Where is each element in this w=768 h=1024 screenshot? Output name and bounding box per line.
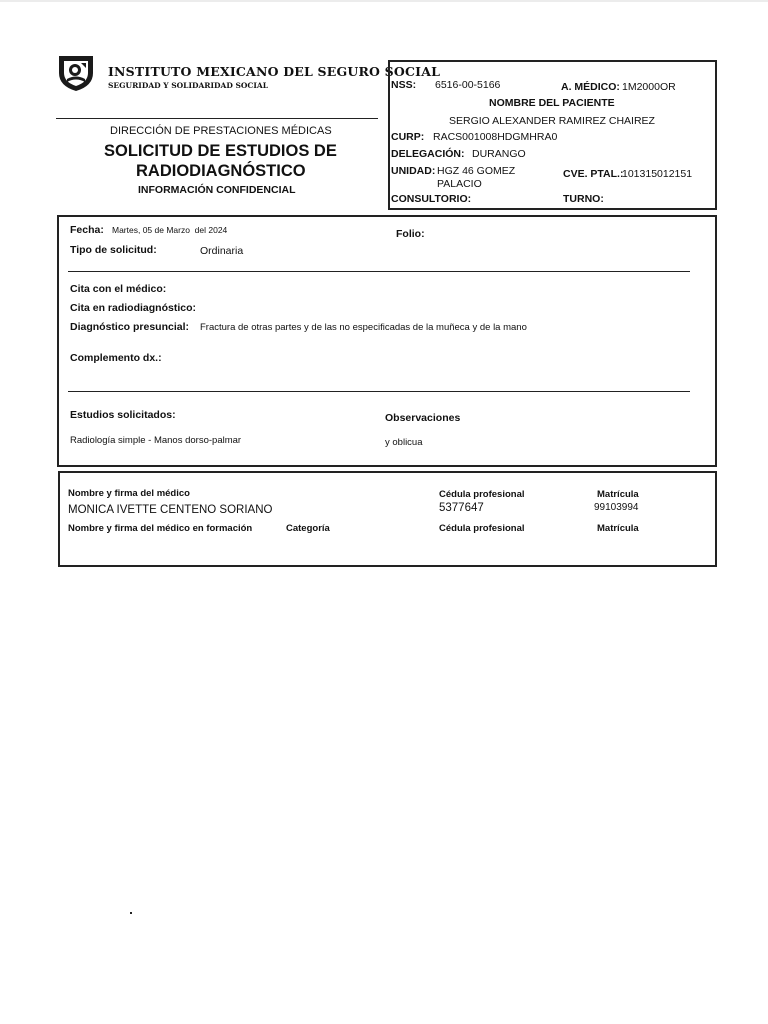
signature-box [58,471,717,567]
form-title-line2: RADIODIAGNÓSTICO [136,162,306,180]
medico-name: MONICA IVETTE CENTENO SORIANO [68,504,273,516]
nss-label: NSS: [391,79,417,91]
patient-name: SERGIO ALEXANDER RAMIREZ CHAIREZ [449,115,655,127]
cedula2-label: Cédula profesional [439,523,525,534]
medico-value: 1M2000OR [622,81,676,93]
curp-value: RACS001008HDGMHRA0 [433,131,558,143]
cve-label: CVE. PTAL.: [563,168,624,180]
header-divider [56,118,378,119]
estudios-value: Radiología simple - Manos dorso-palmar [70,435,242,446]
direction-label: DIRECCIÓN DE PRESTACIONES MÉDICAS [110,125,332,137]
delegacion-value: DURANGO [472,148,526,160]
curp-label: CURP: [391,131,425,143]
fecha-value: Martes, 05 de Marzo del 2024 [112,225,228,235]
org-subtitle: SEGURIDAD Y SOLIDARIDAD SOCIAL [108,81,268,90]
diagnostico-label: Diagnóstico presuncial: [70,321,190,333]
confidential-label: INFORMACIÓN CONFIDENCIAL [138,184,296,196]
imss-logo-icon [55,53,97,93]
org-title: INSTITUTO MEXICANO DEL SEGURO SOCIAL [108,64,441,79]
cedula-value: 5377647 [439,502,484,514]
cedula-label: Cédula profesional [439,489,525,500]
observaciones-label: Observaciones [385,412,461,424]
cita-medico-label: Cita con el médico: [70,283,167,295]
cve-value: 101315012151 [622,168,693,180]
matricula-value: 99103994 [594,502,639,513]
fecha-label: Fecha: [70,224,104,236]
folio-label: Folio: [396,228,425,240]
patient-name-label: NOMBRE DEL PACIENTE [489,97,615,109]
delegacion-label: DELEGACIÓN: [391,148,465,160]
medico-firma-label: Nombre y firma del médico [68,488,190,499]
tipo-value: Ordinaria [200,245,244,257]
categoria-label: Categoría [286,523,330,534]
diagnostico-value: Fractura de otras partes y de las no especificadas de la muñeca y de la mano [200,322,527,333]
consultorio-label: CONSULTORIO: [391,193,472,205]
formacion-label: Nombre y firma del médico en formación [68,523,253,534]
matricula2-label: Matrícula [597,523,639,534]
estudios-label: Estudios solicitados: [70,409,176,421]
form-title-line1: SOLICITUD DE ESTUDIOS DE [104,142,337,160]
unidad-value-line2: PALACIO [437,178,482,190]
medico-label: A. MÉDICO: [561,81,620,93]
cita-radio-label: Cita en radiodiagnóstico: [70,302,197,314]
matricula-label: Matrícula [597,489,639,500]
request-divider-2 [68,391,690,392]
nss-value: 6516-00-5166 [435,79,501,91]
unidad-value-line1: HGZ 46 GOMEZ [437,165,516,177]
turno-label: TURNO: [563,193,604,205]
tipo-label: Tipo de solicitud: [70,244,157,256]
scan-speck [130,912,132,914]
complemento-label: Complemento dx.: [70,352,162,364]
unidad-label: UNIDAD: [391,165,436,177]
observaciones-value: y oblicua [385,437,423,448]
request-divider-1 [68,271,690,272]
page-top-edge [0,0,768,2]
